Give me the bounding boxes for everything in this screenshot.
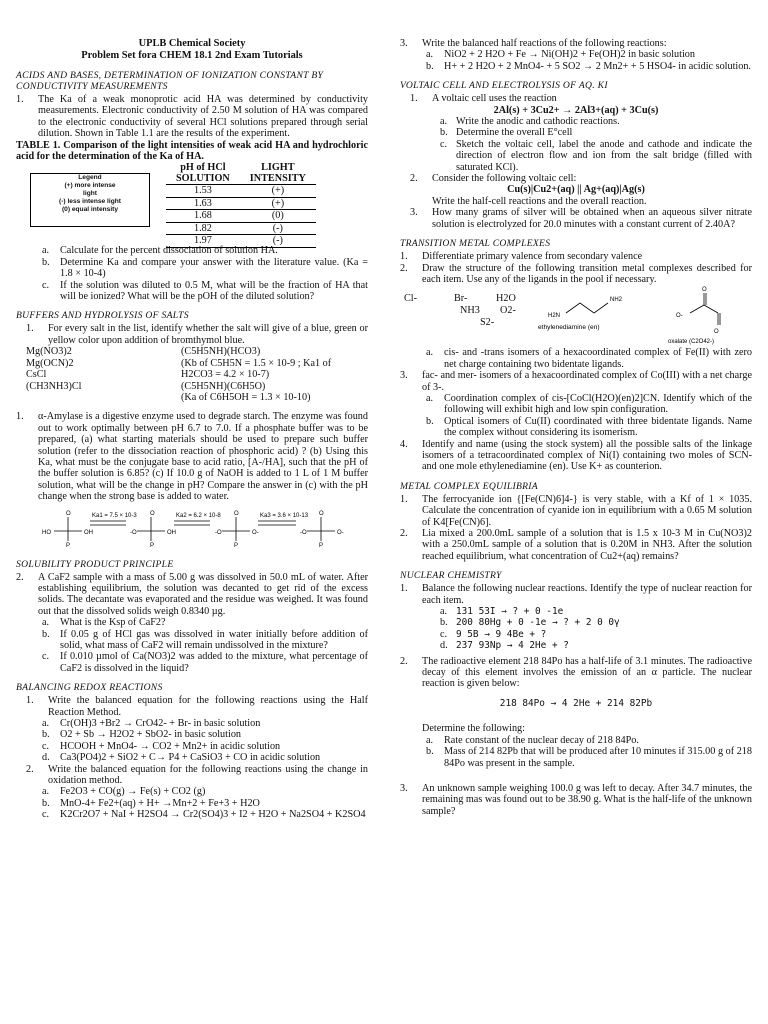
nuc-reaction-a: a. 131 53I → ? + 0 -1e <box>440 606 564 618</box>
salt-list: Mg(NO3)2 (C5H5NH)(HCO3) Mg(OCN)2 (Kb of C5H5N = 1.5 × 10-9 ; Ka1 of CsCl H2CO3 = 4.2 × 10-7) (CH3NH3)Cl (C5H5NH)(C6H5O) (Ka of C6H5OH = 1.3 × 10-10) <box>26 346 332 403</box>
section-transition: TRANSITION METAL COMPLEXES <box>400 238 551 250</box>
redox1-item-c: c. HCOOH + MnO4- → CO2 + Mn2+ in acidic solution <box>42 740 281 752</box>
svg-text:OH: OH <box>167 529 176 536</box>
section-nuclear: NUCLEAR CHEMISTRY <box>400 570 502 582</box>
table-caption: TABLE 1. Comparison of the light intensities of weak acid HA and hydrochloric acid for the determination of the Ka of HA. <box>16 139 368 163</box>
question-redox-3: 3. Write the balanced half reactions of the following reactions: <box>400 38 667 49</box>
nuc-reaction-b: b. 200 80Hg + 0 -1e → ? + 2 0 0γ <box>440 617 620 629</box>
tm-item-3b: b. Optical isomers of Cu(II) coordinated with three bidentate ligands. Name the complex without considering its isomerism. <box>426 415 752 439</box>
org-title: UPLB Chemical Society <box>138 38 246 49</box>
nuc-item-2: 2. The radioactive element 218 84Po has a half-life of 3.1 minutes. The radioactive decay of this element involves the emission of an α particle. The nuclear reaction is given below: <box>400 655 752 690</box>
section-equilibria: METAL COMPLEX EQUILIBRIA <box>400 480 538 492</box>
tm-item-2: 2. Draw the structure of the following transition metal complexes described for each item. Use any of the ligands in the pool if necessary. <box>400 262 752 285</box>
redox3-item-a: a. NiO2 + 2 H2O + Fe → Ni(OH)2 + Fe(OH)2 in basic solution <box>426 49 695 61</box>
svg-text:O-: O- <box>252 529 259 536</box>
table-row: 1.82 (-) <box>166 222 316 235</box>
svg-text:-O: -O <box>300 529 307 536</box>
ligand-chloride: Cl- <box>404 293 418 305</box>
redox2-item-a: a. Fe2O3 + CO(g) → Fe(s) + CO2 (g) <box>42 786 206 798</box>
question-voltaic-1: 1. A voltaic cell uses the reaction <box>410 93 557 105</box>
svg-text:-O: -O <box>130 529 137 536</box>
right-column <box>400 38 752 817</box>
section-voltaic: VOLTAIC CELL AND ELECTROLYSIS OF AQ. KI <box>400 80 608 92</box>
light-intensity-table-wrap <box>16 163 368 245</box>
ligand-pool <box>400 285 752 347</box>
volt1-item-c: c. Sketch the voltaic cell, label the anode and cathode and indicate the direction of electron flow and ion from the salt bridge (filled with saturated KCl). <box>440 138 752 173</box>
voltaic-2-after: Write the half-cell reactions and the overall reaction. <box>432 195 647 207</box>
ligand-ammonia: NH3 <box>460 305 480 317</box>
question-redox-2: 2. Write the balanced equation for the following reactions using the change in oxidation method. <box>26 763 368 787</box>
svg-text:O-: O- <box>337 529 344 536</box>
question-acids-1a: a. Calculate for the percent dissociation of solution HA. <box>42 245 278 257</box>
section-buffers: BUFFERS AND HYDROLYSIS OF SALTS <box>16 310 189 322</box>
ligand-bromide: Br- <box>454 293 468 305</box>
tm-item-3: 3. fac- and mer- isomers of a hexacoordinated complex of Co(III) with a net charge of 3-. <box>400 370 752 393</box>
question-acids-1: 1. The Ka of a weak monoprotic acid HA was determined by conductivity measurements. Electronic conductivity of 2.50 M solution of HA was compared to the electronic conductivity of several HCl solutions prepared through serial dilution. Shown in Table 1.1 are the results of the experiment. <box>16 94 368 140</box>
svg-text:O-: O- <box>676 313 683 320</box>
question-ksp-2c: c. If 0.010 µmol of Ca(NO3)2 was added to the mixture, what percentage of CaF2 is dissolved in the liquid? <box>42 651 368 674</box>
tm-item-3a: a. Coordination complex of cis-[CoCl(H2O)(en)2]CN. Identify which of the following will exhibit high and low spin configuration. <box>426 392 752 416</box>
ligand-structures <box>538 285 752 347</box>
svg-text:O: O <box>66 510 71 517</box>
svg-text:ethylenediamine (en): ethylenediamine (en) <box>538 324 600 332</box>
tm-item-1: 1. Differentiate primary valence from secondary valence <box>400 251 643 263</box>
table-legend: Legend (+) more intense light (-) less intense light (0) equal intensity <box>30 173 150 227</box>
phosphate-species-structures <box>26 507 356 547</box>
redox1-item-a: a. Cr(OH)3 +Br2 → CrO42- + Br- in basic solution <box>42 718 261 730</box>
redox2-item-c: c. K2Cr2O7 + NaI + H2SO4 → Cr2(SO4)3 + I2 + H2O + Na2SO4 + K2SO4 <box>42 809 366 821</box>
section-acids: ACIDS AND BASES, DETERMINATION OF IONIZATION CONSTANT BY CONDUCTIVITY MEASUREMENTS <box>16 70 324 92</box>
voltaic-reaction: 2Al(s) + 3Cu2+ → 2Al3+(aq) + 3Cu(s) <box>493 104 659 116</box>
section-redox: BALANCING REDOX REACTIONS <box>16 682 163 694</box>
svg-text:O: O <box>319 510 324 517</box>
svg-text:P: P <box>319 542 324 547</box>
question-ksp-2: 2. A CaF2 sample with a mass of 5.00 g was dissolved in 50.0 mL of water. After establishing equilibrium, the solution was decanted to get rid of the excess solids. The decantate was evaporated and the residue was weighed. It was found out that the dissolved solids weigh 0.8340 µg. <box>16 571 368 617</box>
svg-text:P: P <box>234 542 239 547</box>
question-buffers-2: 1. α-Amylase is a digestive enzyme used to degrade starch. The enzyme was found out to work optimally between pH 6.7 to 7.0. If a phosphate buffer was to be prepared, (a) what starting materials should be used to prepare such buffer solution (refer to the dissociation reaction of phosphoric acid) ? (b) Using this Ka, what must be the conjugate base to acid ratio, [A-/HA], such that the pH of the buffer solution is 6.85? (c) If 10.0 g of NaOH is added to 1 L of 1 M buffer solution, what will be the change in pH? Compare the answer in (c) with the pH change when the strong base is added to water. <box>16 411 368 503</box>
ligand-oxide: O2- <box>500 305 516 317</box>
question-acids-1b: b. Determine Ka and compare your answer with the literature value. (Ka = 1.8 × 10-4) <box>42 256 368 280</box>
svg-text:oxalate (C2O42-): oxalate (C2O42-) <box>668 339 715 346</box>
redox2-item-b: b. MnO-4+ Fe2+(aq) + H+ →Mn+2 + Fe+3 + H2O <box>42 797 260 809</box>
ka2-label: Ka2 = 6.2 × 10-8 <box>176 512 221 519</box>
question-buffers-1: 1. For every salt in the list, identify whether the salt will give of a blue, green or yellow color upon addition of bromthymol blue. <box>26 323 368 346</box>
tm-item-2a: a. cis- and -trans isomers of a hexacoordinated complex of Fe(II) with zero net charge containing two bidentate ligands. <box>426 347 752 370</box>
question-acids-1c: c. If the solution was diluted to 0.5 M, what will be the fraction of HA that will be ionized? What will be the pOH of the diluted solution? <box>42 279 368 303</box>
table-row: 1.68 (0) <box>166 210 316 223</box>
nuc-reaction-c: c. 9 5B → 9 4Be + ? <box>440 628 547 640</box>
mce-item-2: 2. Lia mixed a 200.0mL sample of a solution that is 1.5 x 10-3 M in Cu(NO3)2 with a 250.0mL sample of a solution that is 0.20M in NH3. After the solution reached equilibrium, what concentration of Cu2+(aq) remains? <box>400 528 752 562</box>
nuc-decay-equation: 218 84Po → 4 2He + 214 82Pb <box>499 697 653 709</box>
table-row: 1.97 (-) <box>166 235 316 248</box>
svg-text:HO: HO <box>42 529 51 536</box>
svg-text:H2N: H2N <box>548 313 561 320</box>
ka3-label: Ka3 = 3.6 × 10-13 <box>260 512 309 519</box>
volt1-item-a: a. Write the anodic and cathodic reactions. <box>440 116 620 128</box>
nuc-item-1: 1. Balance the following nuclear reactions. Identify the type of nuclear reaction for each item. <box>400 583 752 606</box>
svg-text:P: P <box>66 542 71 547</box>
nuc-item-2b: b. Mass of 214 82Pb that will be produced after 10 minutes if 315.00 g of 218 84Po was present in the sample. <box>426 746 752 769</box>
svg-text:-O: -O <box>215 529 222 536</box>
nuc-reaction-d: d. 237 93Np → 4 2He + ? <box>440 640 569 652</box>
phosphoric-acid-dissociation-diagram <box>16 503 368 551</box>
nuc-item-2a: a. Rate constant of the nuclear decay of 218 84Po. <box>426 734 639 746</box>
table-row: 1.53 (+) <box>166 185 316 198</box>
question-voltaic-2: 2. Consider the following voltaic cell: <box>410 173 577 185</box>
section-ksp: SOLUBILITY PRODUCT PRINCIPLE <box>16 558 174 570</box>
doc-subtitle: Problem Set fora CHEM 18.1 2nd Exam Tutorials <box>81 50 303 61</box>
left-column <box>16 38 368 821</box>
volt1-item-b: b. Determine the overall E°cell <box>440 127 573 139</box>
ligand-water: H2O <box>496 293 516 305</box>
svg-text:P: P <box>150 542 155 547</box>
question-ksp-2a: a. What is the Ksp of CaF2? <box>42 617 166 629</box>
ka1-label: Ka1 = 7.5 × 10-3 <box>92 512 137 519</box>
redox1-item-b: b. O2 + Sb → H2O2 + SbO2- in basic solution <box>42 729 242 741</box>
svg-text:O: O <box>702 287 707 294</box>
question-voltaic-3: 3. How many grams of silver will be obtained when an aqueous silver nitrate solution is electrolyzed for 20.0 minutes with a constant current of 2.40A? <box>410 207 752 230</box>
table-row: 1.63 (+) <box>166 197 316 210</box>
nuc-determine: Determine the following: <box>422 723 525 735</box>
question-ksp-2b: b. If 0.05 g of HCl gas was dissolved in water initially before addition of solid, what mass of CaF2 will remain undissolved in the mixture? <box>42 628 368 651</box>
svg-text:NH2: NH2 <box>610 297 623 304</box>
svg-text:O: O <box>714 329 719 336</box>
light-intensity-table: pH of HCl LIGHT SOLUTION INTENSITY 1.53 (+) 1.63 (+) 1.68 (0) 1.82 (-) 1.97 (-) <box>166 163 316 248</box>
mce-item-1: 1. The ferrocyanide ion {[Fe(CN)6]4-} is very stable, with a Kf of 1 × 1035. Calculate the concentration of cyanide ion in equilibrium with a 0.65 M solution of K4[Fe(CN)6]. <box>400 493 752 528</box>
svg-text:O: O <box>150 510 155 517</box>
tm-item-4: 4. Identify and name (using the stock system) all the possible salts of the linkage isomers of a tetracoordinated complex of Ni(I) containing two moles of SCN- and one mole ethylenediamine (en). Use K+ as counterion. <box>400 438 752 473</box>
nuc-item-3: 3. An unknown sample weighing 100.0 g was left to decay. After 34.7 minutes, the remaining mas was found out to be 38.90 g. What is the half-life of the unknown sample? <box>400 782 752 817</box>
question-redox-1: 1. Write the balanced equation for the following reactions using the Half Reaction Method. <box>26 695 368 718</box>
voltaic-cell-notation: Cu(s)|Cu2+(aq) || Ag+(aq)|Ag(s) <box>507 184 645 196</box>
redox1-item-d: d. Ca3(PO4)2 + SiO2 + C→ P4 + CaSiO3 + CO in acidic solution <box>42 752 321 764</box>
svg-text:O: O <box>234 510 239 517</box>
redox3-item-b: b. H+ + 2 H2O + 2 MnO4- + 5 SO2 → 2 Mn2+ + 5 HSO4- in acidic solution. <box>426 60 751 72</box>
ligand-sulfide: S2- <box>480 317 495 329</box>
svg-text:OH: OH <box>84 529 93 536</box>
